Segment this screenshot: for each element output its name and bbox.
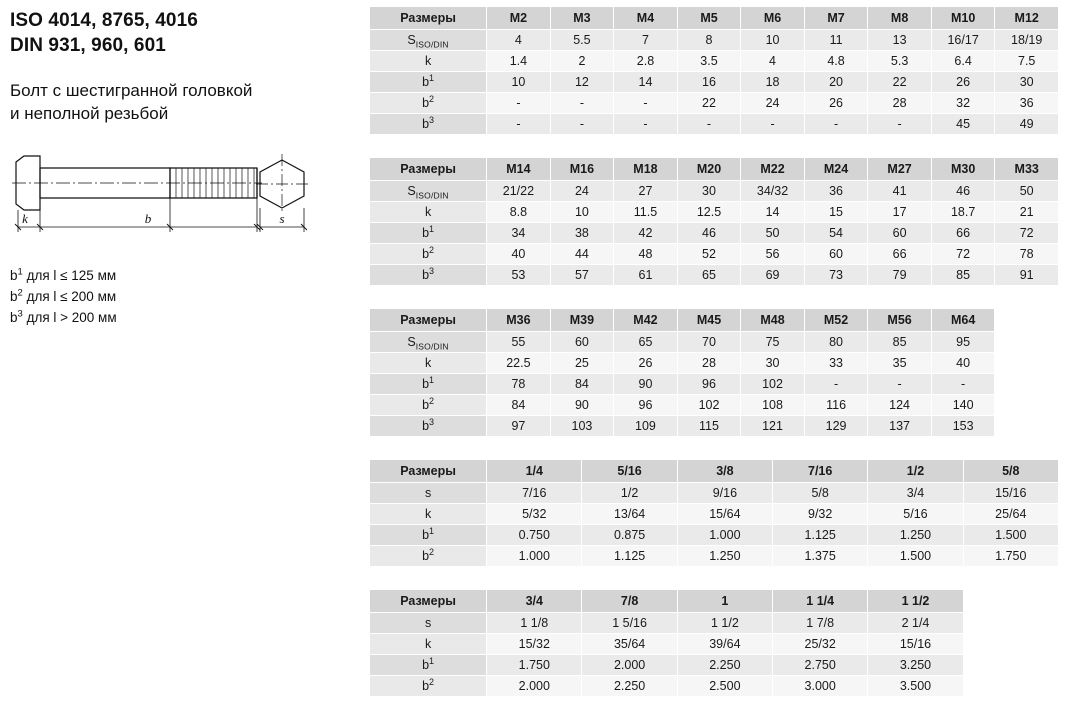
cell-value: 40 <box>931 353 995 374</box>
cell-value: 11 <box>804 30 868 51</box>
cell-value: 65 <box>614 332 678 353</box>
row-label-b1: $b^1$ <box>370 223 487 244</box>
cell-empty <box>995 395 1059 416</box>
figure-label-b: b <box>144 211 152 227</box>
cell-value: 25/64 <box>963 504 1058 525</box>
note-b1: $b^1$ для l ≤ 125 мм <box>10 266 117 284</box>
row-label-k: k <box>370 353 487 374</box>
product-description <box>10 80 360 126</box>
cell-value: 13 <box>868 30 932 51</box>
row-label-s_plain: s <box>370 613 487 634</box>
cell-value: 46 <box>931 181 995 202</box>
cell-value: 35/64 <box>582 634 677 655</box>
note-b2: $b^2$ для l ≤ 200 мм <box>10 287 117 304</box>
cell-value: - <box>868 114 932 135</box>
cell-value: 66 <box>931 223 995 244</box>
header-cell-size: M24 <box>804 158 868 181</box>
cell-empty <box>995 332 1059 353</box>
cell-value: 90 <box>614 374 678 395</box>
figure-label-k: k <box>22 211 28 227</box>
header-cell-size: M5 <box>677 7 741 30</box>
table-row <box>370 676 1059 697</box>
header-cell-size: M48 <box>741 309 805 332</box>
table-row <box>370 51 1059 72</box>
cell-value: 3.000 <box>773 676 868 697</box>
row-label-k: k <box>370 202 487 223</box>
cell-value: 72 <box>931 244 995 265</box>
header-cell-empty <box>995 309 1059 332</box>
description-line-1: Болт с шестигранной головкой <box>10 81 253 101</box>
cell-value: 2 <box>550 51 614 72</box>
cell-value: 84 <box>550 374 614 395</box>
table-metric-m2-m12 <box>369 6 1059 135</box>
cell-value: 90 <box>550 395 614 416</box>
cell-value: - <box>868 374 932 395</box>
cell-value: 153 <box>931 416 995 437</box>
cell-value: 5.5 <box>550 30 614 51</box>
cell-value: 2 1/4 <box>868 613 963 634</box>
cell-value: 5/16 <box>868 504 963 525</box>
table-imperial-three-quarters-to-one-and-half <box>369 589 1059 697</box>
cell-value: 2.500 <box>677 676 772 697</box>
table-row <box>370 416 1059 437</box>
cell-value: 27 <box>614 181 678 202</box>
cell-value: 10 <box>487 72 551 93</box>
cell-value: - <box>614 93 678 114</box>
cell-value: 26 <box>614 353 678 374</box>
hex-head-bolt-drawing <box>10 148 320 238</box>
table-header-row <box>370 158 1059 181</box>
cell-value: 102 <box>741 374 805 395</box>
cell-value: 24 <box>741 93 805 114</box>
cell-value: 7.5 <box>995 51 1059 72</box>
cell-value: - <box>677 114 741 135</box>
cell-value: - <box>741 114 805 135</box>
cell-value: 1 7/8 <box>773 613 868 634</box>
header-cell-size: M20 <box>677 158 741 181</box>
cell-value: 1.125 <box>582 546 677 567</box>
length-notes <box>10 266 360 329</box>
table-row <box>370 72 1059 93</box>
standards-title <box>10 8 360 58</box>
header-cell-size: M12 <box>995 7 1059 30</box>
table-row <box>370 546 1059 567</box>
header-cell-size: M3 <box>550 7 614 30</box>
row-label-s_iso_din: $S_{ISO/DIN}$ <box>370 332 487 353</box>
cell-value: 2.000 <box>582 655 677 676</box>
cell-value: - <box>487 114 551 135</box>
header-cell-size: M56 <box>868 309 932 332</box>
table-row <box>370 332 1059 353</box>
cell-value: 3.250 <box>868 655 963 676</box>
cell-value: 39/64 <box>677 634 772 655</box>
row-label-k: k <box>370 51 487 72</box>
cell-value: 1.750 <box>963 546 1058 567</box>
cell-empty <box>963 655 1058 676</box>
table-imperial-quarter-to-five-eighths <box>369 459 1059 567</box>
table-row <box>370 223 1059 244</box>
cell-value: - <box>931 374 995 395</box>
row-label-b2: $b^2$ <box>370 546 487 567</box>
header-cell-size: M52 <box>804 309 868 332</box>
cell-value: - <box>550 114 614 135</box>
cell-value: 10 <box>741 30 805 51</box>
cell-value: 4 <box>741 51 805 72</box>
cell-value: 7/16 <box>487 483 582 504</box>
cell-value: 15/16 <box>963 483 1058 504</box>
cell-empty <box>995 374 1059 395</box>
header-cell-size: M33 <box>995 158 1059 181</box>
cell-value: 56 <box>741 244 805 265</box>
cell-value: 8.8 <box>487 202 551 223</box>
header-cell-dimensions: Размеры <box>370 158 487 181</box>
cell-value: 2.750 <box>773 655 868 676</box>
header-cell-size: M22 <box>741 158 805 181</box>
cell-value: 1.500 <box>868 546 963 567</box>
cell-value: - <box>550 93 614 114</box>
cell-value: 96 <box>677 374 741 395</box>
cell-empty <box>963 613 1058 634</box>
cell-value: 91 <box>995 265 1059 286</box>
table-row <box>370 353 1059 374</box>
table-row <box>370 244 1059 265</box>
cell-value: 57 <box>550 265 614 286</box>
header-cell-size: 1 1/4 <box>773 590 868 613</box>
cell-value: 14 <box>741 202 805 223</box>
header-cell-size: M10 <box>931 7 995 30</box>
cell-value: 1.125 <box>773 525 868 546</box>
cell-value: 3/4 <box>868 483 963 504</box>
cell-value: 22 <box>868 72 932 93</box>
cell-value: 15/64 <box>677 504 772 525</box>
cell-value: 26 <box>931 72 995 93</box>
cell-value: 1.250 <box>677 546 772 567</box>
cell-value: 18 <box>741 72 805 93</box>
header-cell-size: 1 <box>677 590 772 613</box>
cell-value: 36 <box>804 181 868 202</box>
cell-value: 6.4 <box>931 51 995 72</box>
cell-value: - <box>614 114 678 135</box>
header-cell-size: M14 <box>487 158 551 181</box>
cell-value: 79 <box>868 265 932 286</box>
row-label-k: k <box>370 634 487 655</box>
cell-value: 42 <box>614 223 678 244</box>
cell-value: 40 <box>487 244 551 265</box>
cell-value: 3.500 <box>868 676 963 697</box>
cell-value: 97 <box>487 416 551 437</box>
row-label-b3: $b^3$ <box>370 265 487 286</box>
cell-value: 53 <box>487 265 551 286</box>
table-header-row <box>370 460 1059 483</box>
cell-value: - <box>804 374 868 395</box>
table-row <box>370 655 1059 676</box>
cell-value: 0.875 <box>582 525 677 546</box>
cell-value: 25/32 <box>773 634 868 655</box>
cell-value: 30 <box>741 353 805 374</box>
cell-value: 52 <box>677 244 741 265</box>
cell-value: 30 <box>995 72 1059 93</box>
row-label-b1: $b^1$ <box>370 72 487 93</box>
cell-value: 12 <box>550 72 614 93</box>
header-cell-size: 1 1/2 <box>868 590 963 613</box>
table-header-row <box>370 7 1059 30</box>
header-cell-size: 5/8 <box>963 460 1058 483</box>
table-row <box>370 634 1059 655</box>
cell-value: 1.500 <box>963 525 1058 546</box>
row-label-k: k <box>370 504 487 525</box>
cell-value: 16 <box>677 72 741 93</box>
table-row <box>370 265 1059 286</box>
cell-value: 15/32 <box>487 634 582 655</box>
cell-value: 129 <box>804 416 868 437</box>
cell-value: 73 <box>804 265 868 286</box>
cell-value: 5/32 <box>487 504 582 525</box>
table-row <box>370 93 1059 114</box>
cell-value: 116 <box>804 395 868 416</box>
header-cell-size: 7/8 <box>582 590 677 613</box>
cell-value: 44 <box>550 244 614 265</box>
cell-value: 121 <box>741 416 805 437</box>
note-b3: $b^3$ для l > 200 мм <box>10 308 117 325</box>
header-cell-size: M2 <box>487 7 551 30</box>
cell-value: 21 <box>995 202 1059 223</box>
cell-value: 36 <box>995 93 1059 114</box>
header-cell-size: M39 <box>550 309 614 332</box>
header-cell-size: M8 <box>868 7 932 30</box>
left-info-column <box>10 8 360 329</box>
header-cell-size: M18 <box>614 158 678 181</box>
header-cell-size: M42 <box>614 309 678 332</box>
cell-value: 25 <box>550 353 614 374</box>
table-row <box>370 525 1059 546</box>
cell-value: 18/19 <box>995 30 1059 51</box>
cell-value: 95 <box>931 332 995 353</box>
cell-value: 45 <box>931 114 995 135</box>
cell-value: 9/32 <box>773 504 868 525</box>
header-cell-size: 7/16 <box>773 460 868 483</box>
table-row <box>370 483 1059 504</box>
cell-value: 1.375 <box>773 546 868 567</box>
table-header-row <box>370 590 1059 613</box>
cell-value: 1 5/16 <box>582 613 677 634</box>
cell-value: 15 <box>804 202 868 223</box>
header-cell-dimensions: Размеры <box>370 7 487 30</box>
cell-value: 49 <box>995 114 1059 135</box>
cell-value: 21/22 <box>487 181 551 202</box>
dimension-tables <box>369 6 1059 719</box>
figure-label-s: s <box>279 211 285 227</box>
table-row <box>370 30 1059 51</box>
cell-value: 80 <box>804 332 868 353</box>
header-cell-size: M6 <box>741 7 805 30</box>
table-row <box>370 114 1059 135</box>
cell-value: 0.750 <box>487 525 582 546</box>
cell-value: 60 <box>868 223 932 244</box>
cell-value: 78 <box>487 374 551 395</box>
row-label-s_iso_din: $S_{ISO/DIN}$ <box>370 30 487 51</box>
cell-value: 72 <box>995 223 1059 244</box>
table-metric-m14-m33 <box>369 157 1059 286</box>
cell-value: 103 <box>550 416 614 437</box>
cell-value: 1.000 <box>487 546 582 567</box>
cell-value: 11.5 <box>614 202 678 223</box>
cell-value: 1 1/8 <box>487 613 582 634</box>
header-cell-size: 5/16 <box>582 460 677 483</box>
row-label-b3: $b^3$ <box>370 416 487 437</box>
cell-value: 102 <box>677 395 741 416</box>
cell-value: 10 <box>550 202 614 223</box>
header-cell-size: M30 <box>931 158 995 181</box>
cell-empty <box>963 634 1058 655</box>
cell-value: 48 <box>614 244 678 265</box>
cell-value: 85 <box>868 332 932 353</box>
cell-value: 140 <box>931 395 995 416</box>
cell-value: 65 <box>677 265 741 286</box>
cell-value: 16/17 <box>931 30 995 51</box>
row-label-b2: $b^2$ <box>370 93 487 114</box>
header-cell-size: M7 <box>804 7 868 30</box>
row-label-s_iso_din: $S_{ISO/DIN}$ <box>370 181 487 202</box>
standards-line-2: DIN 931, 960, 601 <box>10 35 166 57</box>
cell-value: 2.250 <box>582 676 677 697</box>
cell-value: 115 <box>677 416 741 437</box>
header-cell-dimensions: Размеры <box>370 309 487 332</box>
header-cell-size: M36 <box>487 309 551 332</box>
row-label-b1: $b^1$ <box>370 374 487 395</box>
cell-value: 3.5 <box>677 51 741 72</box>
cell-value: 75 <box>741 332 805 353</box>
cell-value: 5/8 <box>773 483 868 504</box>
row-label-b2: $b^2$ <box>370 676 487 697</box>
cell-value: 17 <box>868 202 932 223</box>
header-cell-dimensions: Размеры <box>370 590 487 613</box>
cell-value: 34 <box>487 223 551 244</box>
cell-value: 108 <box>741 395 805 416</box>
cell-value: 54 <box>804 223 868 244</box>
cell-value: 66 <box>868 244 932 265</box>
cell-value: 1 1/2 <box>677 613 772 634</box>
description-line-2: и неполной резьбой <box>10 104 169 124</box>
cell-value: 28 <box>677 353 741 374</box>
header-cell-size: M4 <box>614 7 678 30</box>
cell-value: 2.8 <box>614 51 678 72</box>
cell-value: 60 <box>550 332 614 353</box>
cell-value: 50 <box>995 181 1059 202</box>
table-metric-m36-m64 <box>369 308 1059 437</box>
cell-value: 61 <box>614 265 678 286</box>
cell-value: 14 <box>614 72 678 93</box>
cell-value: 84 <box>487 395 551 416</box>
header-cell-dimensions: Размеры <box>370 460 487 483</box>
table-row <box>370 202 1059 223</box>
cell-value: 2.000 <box>487 676 582 697</box>
row-label-b1: $b^1$ <box>370 525 487 546</box>
header-cell-empty <box>963 590 1058 613</box>
cell-empty <box>995 416 1059 437</box>
cell-value: 26 <box>804 93 868 114</box>
cell-value: 12.5 <box>677 202 741 223</box>
cell-value: 1.750 <box>487 655 582 676</box>
cell-value: 22.5 <box>487 353 551 374</box>
cell-value: 35 <box>868 353 932 374</box>
row-label-b2: $b^2$ <box>370 395 487 416</box>
cell-value: 18.7 <box>931 202 995 223</box>
header-cell-size: 3/4 <box>487 590 582 613</box>
cell-value: 7 <box>614 30 678 51</box>
cell-empty <box>963 676 1058 697</box>
cell-value: 5.3 <box>868 51 932 72</box>
header-cell-size: M16 <box>550 158 614 181</box>
cell-value: 32 <box>931 93 995 114</box>
cell-value: 137 <box>868 416 932 437</box>
cell-value: 20 <box>804 72 868 93</box>
cell-value: 124 <box>868 395 932 416</box>
cell-value: 4.8 <box>804 51 868 72</box>
row-label-s_plain: s <box>370 483 487 504</box>
header-cell-size: M64 <box>931 309 995 332</box>
cell-value: 41 <box>868 181 932 202</box>
cell-value: 24 <box>550 181 614 202</box>
cell-value: 2.250 <box>677 655 772 676</box>
cell-value: 50 <box>741 223 805 244</box>
cell-value: 1/2 <box>582 483 677 504</box>
row-label-b3: $b^3$ <box>370 114 487 135</box>
table-row <box>370 374 1059 395</box>
table-header-row <box>370 309 1059 332</box>
cell-empty <box>995 353 1059 374</box>
cell-value: 78 <box>995 244 1059 265</box>
header-cell-size: M45 <box>677 309 741 332</box>
cell-value: 8 <box>677 30 741 51</box>
cell-value: 109 <box>614 416 678 437</box>
cell-value: 33 <box>804 353 868 374</box>
cell-value: 1.250 <box>868 525 963 546</box>
cell-value: 22 <box>677 93 741 114</box>
header-cell-size: 1/2 <box>868 460 963 483</box>
cell-value: 30 <box>677 181 741 202</box>
cell-value: 15/16 <box>868 634 963 655</box>
header-cell-size: 3/8 <box>677 460 772 483</box>
cell-value: 60 <box>804 244 868 265</box>
cell-value: 69 <box>741 265 805 286</box>
header-cell-size: 1/4 <box>487 460 582 483</box>
cell-value: 9/16 <box>677 483 772 504</box>
cell-value: - <box>487 93 551 114</box>
cell-value: 38 <box>550 223 614 244</box>
table-row <box>370 395 1059 416</box>
cell-value: - <box>804 114 868 135</box>
table-row <box>370 613 1059 634</box>
cell-value: 34/32 <box>741 181 805 202</box>
cell-value: 28 <box>868 93 932 114</box>
cell-value: 46 <box>677 223 741 244</box>
table-row <box>370 504 1059 525</box>
cell-value: 1.000 <box>677 525 772 546</box>
header-cell-size: M27 <box>868 158 932 181</box>
cell-value: 13/64 <box>582 504 677 525</box>
table-row <box>370 181 1059 202</box>
row-label-b1: $b^1$ <box>370 655 487 676</box>
cell-value: 96 <box>614 395 678 416</box>
cell-value: 85 <box>931 265 995 286</box>
cell-value: 1.4 <box>487 51 551 72</box>
cell-value: 4 <box>487 30 551 51</box>
cell-value: 70 <box>677 332 741 353</box>
standards-line-1: ISO 4014, 8765, 4016 <box>10 10 198 31</box>
row-label-b2: $b^2$ <box>370 244 487 265</box>
cell-value: 55 <box>487 332 551 353</box>
